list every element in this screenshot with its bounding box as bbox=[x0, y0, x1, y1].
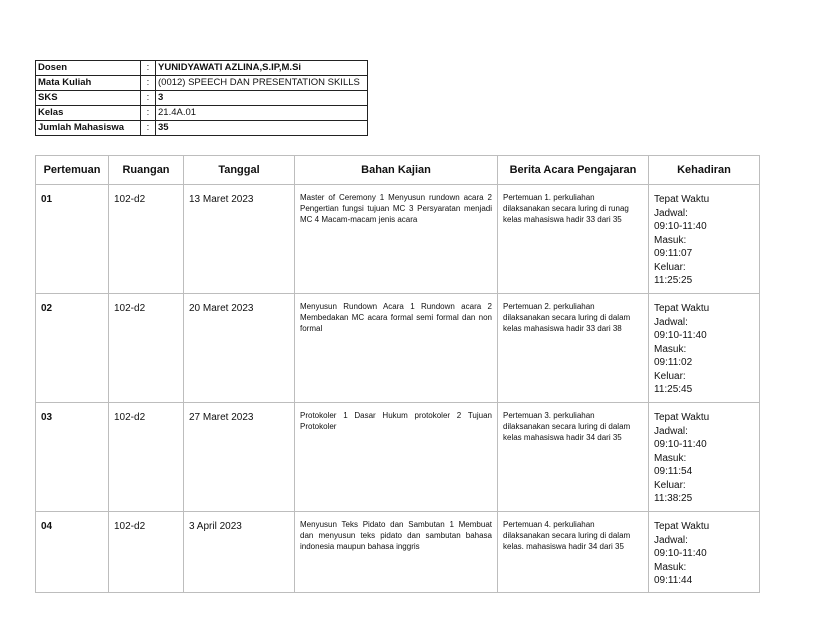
kehadiran-cell bbox=[649, 512, 760, 593]
keluar-label: Keluar: bbox=[654, 261, 686, 273]
sks-value: 3 bbox=[156, 91, 368, 106]
pertemuan-number: 04 bbox=[36, 512, 109, 593]
pertemuan-number: 03 bbox=[36, 403, 109, 512]
dosen-value: YUNIDYAWATI AZLINA,S.IP,M.Si bbox=[156, 61, 368, 76]
separator: : bbox=[141, 91, 156, 106]
separator: : bbox=[141, 121, 156, 136]
jadwal-value: 09:10-11:40 bbox=[654, 330, 707, 341]
masuk-label: Masuk: bbox=[654, 452, 687, 464]
ruangan-value: 102-d2 bbox=[109, 512, 184, 593]
bahan-kajian-cell bbox=[295, 185, 498, 294]
jumlah-mahasiswa-value: 35 bbox=[156, 121, 368, 136]
kehadiran-cell bbox=[649, 294, 760, 403]
masuk-label: Masuk: bbox=[654, 234, 687, 246]
jadwal-label: Jadwal: bbox=[654, 316, 688, 328]
mata-kuliah-label: Mata Kuliah bbox=[36, 76, 141, 91]
info-row-mata-kuliah bbox=[36, 76, 368, 91]
jadwal-label: Jadwal: bbox=[654, 207, 688, 219]
info-row-kelas bbox=[36, 106, 368, 121]
table-header-row bbox=[36, 156, 760, 185]
table-row bbox=[36, 403, 760, 512]
ruangan-value: 102-d2 bbox=[109, 185, 184, 294]
separator: : bbox=[141, 76, 156, 91]
jadwal-label: Jadwal: bbox=[654, 534, 688, 546]
header-tanggal: Tanggal bbox=[184, 156, 295, 185]
keluar-label: Keluar: bbox=[654, 370, 686, 382]
separator: : bbox=[141, 61, 156, 76]
masuk-value: 09:11:44 bbox=[654, 575, 693, 586]
kehadiran-cell bbox=[649, 403, 760, 512]
table-row bbox=[36, 512, 760, 593]
table-row bbox=[36, 185, 760, 294]
tanggal-value: 20 Maret 2023 bbox=[184, 294, 295, 403]
masuk-value: 09:11:07 bbox=[654, 248, 693, 259]
kelas-value: 21.4A.01 bbox=[156, 106, 368, 121]
masuk-value: 09:11:54 bbox=[654, 466, 693, 477]
masuk-label: Masuk: bbox=[654, 343, 687, 355]
ruangan-value: 102-d2 bbox=[109, 403, 184, 512]
bahan-kajian-cell bbox=[295, 512, 498, 593]
sks-label: SKS bbox=[36, 91, 141, 106]
bahan-kajian-cell bbox=[295, 294, 498, 403]
info-row-jumlah bbox=[36, 121, 368, 136]
kelas-label: Kelas bbox=[36, 106, 141, 121]
berita-acara-text: Pertemuan 2. perkuliahan dilaksanakan secara luring di dalam kelas mahasiswa hadir 33 dari 38 bbox=[498, 294, 649, 403]
header-kehadiran: Kehadiran bbox=[649, 156, 760, 185]
kehadiran-status: Tepat Waktu bbox=[654, 303, 710, 314]
keluar-label: Keluar: bbox=[654, 479, 686, 491]
separator: : bbox=[141, 106, 156, 121]
keluar-value: 11:38:25 bbox=[654, 493, 693, 504]
masuk-label: Masuk: bbox=[654, 561, 687, 573]
jumlah-mahasiswa-label: Jumlah Mahasiswa bbox=[36, 121, 141, 136]
kehadiran-status: Tepat Waktu bbox=[654, 521, 710, 532]
header-ruangan: Ruangan bbox=[109, 156, 184, 185]
jadwal-label: Jadwal: bbox=[654, 425, 688, 437]
jadwal-value: 09:10-11:40 bbox=[654, 548, 707, 559]
tanggal-value: 13 Maret 2023 bbox=[184, 185, 295, 294]
header-bahan-kajian: Bahan Kajian bbox=[295, 156, 498, 185]
course-info-table bbox=[35, 60, 368, 136]
kehadiran-status: Tepat Waktu bbox=[654, 194, 710, 205]
kehadiran-cell bbox=[649, 185, 760, 294]
berita-acara-text: Pertemuan 1. perkuliahan dilaksanakan secara luring di runag kelas mahasiswa hadir 33 dari 35 bbox=[498, 185, 649, 294]
header-pertemuan: Pertemuan bbox=[36, 156, 109, 185]
masuk-value: 09:11:02 bbox=[654, 357, 693, 368]
berita-acara-text: Pertemuan 3. perkuliahan dilaksanakan secara luring di dalam kelas mahasiswa hadir 34 dari 35 bbox=[498, 403, 649, 512]
bahan-kajian-text: Master of Ceremony 1 Menyusun rundown acara 2 Pengertian fungsi tujuan MC 3 Persyaratan menjadi MC 4 Macam-macam jenis acara bbox=[300, 193, 492, 224]
bahan-kajian-text: Protokoler 1 Dasar Hukum protokoler 2 Tujuan Protokoler bbox=[300, 411, 492, 431]
pertemuan-number: 02 bbox=[36, 294, 109, 403]
jadwal-value: 09:10-11:40 bbox=[654, 439, 707, 450]
pertemuan-number: 01 bbox=[36, 185, 109, 294]
table-row bbox=[36, 294, 760, 403]
ruangan-value: 102-d2 bbox=[109, 294, 184, 403]
bahan-kajian-text: Menyusun Teks Pidato dan Sambutan 1 Membuat dan menyusun teks pidato dan sambutan bahasa indonesia maupun bahasa inggris bbox=[300, 520, 492, 551]
keluar-value: 11:25:25 bbox=[654, 275, 693, 286]
jadwal-value: 09:10-11:40 bbox=[654, 221, 707, 232]
berita-acara-text: Pertemuan 4. perkuliahan dilaksanakan secara luring di dalam kelas. mahasiswa hadir 34 dari 35 bbox=[498, 512, 649, 593]
meeting-log-table bbox=[35, 155, 760, 593]
tanggal-value: 27 Maret 2023 bbox=[184, 403, 295, 512]
dosen-label: Dosen bbox=[36, 61, 141, 76]
header-berita-acara: Berita Acara Pengajaran bbox=[498, 156, 649, 185]
kehadiran-status: Tepat Waktu bbox=[654, 412, 710, 423]
info-row-sks bbox=[36, 91, 368, 106]
bahan-kajian-cell bbox=[295, 403, 498, 512]
tanggal-value: 3 April 2023 bbox=[184, 512, 295, 593]
info-row-dosen bbox=[36, 61, 368, 76]
mata-kuliah-value: (0012) SPEECH DAN PRESENTATION SKILLS bbox=[156, 76, 368, 91]
bahan-kajian-text: Menyusun Rundown Acara 1 Rundown acara 2 Membedakan MC acara formal semi formal dan non formal bbox=[300, 302, 492, 333]
keluar-value: 11:25:45 bbox=[654, 384, 693, 395]
